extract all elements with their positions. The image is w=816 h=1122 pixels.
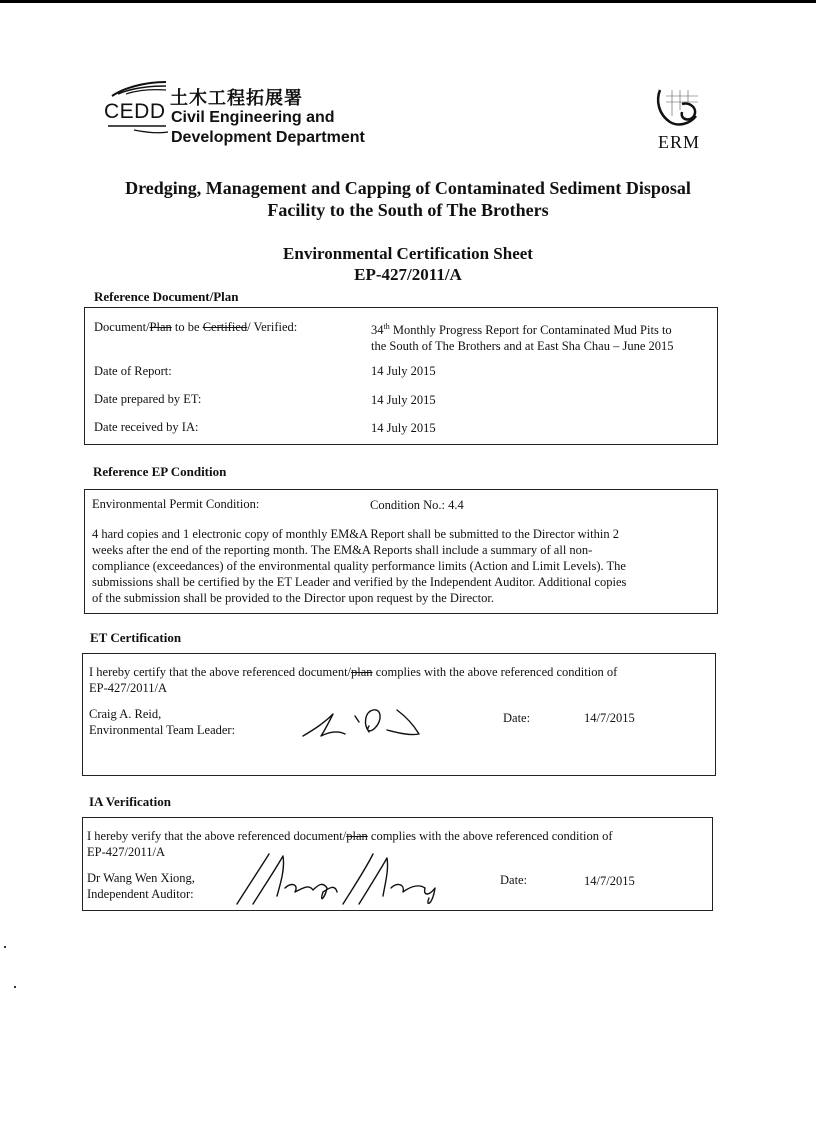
ia-date-label: Date: [500,873,528,887]
ia-statement: I hereby verify that the above referenced document/plan complies with the above referenced condition of EP-427/2011/A [87,829,613,859]
document-title-line1: Dredging, Management and Capping of Contaminated Sediment Disposal [125,178,691,198]
chinese-department-name: 土木工程拓展署 [170,88,303,109]
scan-speck [14,986,16,988]
date-received-label: Date received by IA: [94,420,199,434]
ep-condition-heading: Reference EP Condition [93,464,227,479]
et-certification-box [82,653,716,776]
sheet-title: Environmental Certification Sheet [283,244,533,263]
condition-number: Condition No.: 4.4 [370,498,464,512]
condition-text: 4 hard copies and 1 electronic copy of monthly EM&A Report shall be submitted to the Director within 2 weeks after the end of the reporting month. The EM&A Reports shall include a summary of all non- compliance (exceedances) of the environmental quality performance limits (Action and Limit Levels). The submissions shall be certified by the ET Leader and verified by the Independent Auditor. Additional copies of the submission shall be provided to the Director upon request by the Director. [92,527,627,605]
permit-number: EP-427/2011/A [354,265,462,284]
ia-verification-heading: IA Verification [89,794,171,809]
date-of-report-label: Date of Report: [94,364,172,378]
ep-condition-box [84,489,718,614]
scan-speck [4,946,6,948]
erm-logo-text: ERM [658,132,701,152]
date-prepared-value: 14 July 2015 [371,393,436,407]
document-value: 34th Monthly Progress Report for Contaminated Mud Pits to the South of The Brothers and at East Sha Chau – June 2015 [371,322,674,354]
et-leader-role: Environmental Team Leader: [89,723,236,737]
document-label: Document/Plan to be Certified/ Verified: [94,320,298,334]
et-certification-heading: ET Certification [90,630,182,645]
department-name-line2: Development Department [171,129,365,146]
permit-condition-label: Environmental Permit Condition: [92,497,260,511]
cedd-logo-text: CEDD [104,100,166,123]
erm-logo-icon [652,86,704,132]
ia-auditor-name: Dr Wang Wen Xiong, [87,871,195,885]
document-title-line2: Facility to the South of The Brothers [267,200,549,220]
department-name-line1: Civil Engineering and [171,109,335,126]
date-of-report-value: 14 July 2015 [371,364,436,378]
top-border-line [0,0,816,3]
et-leader-name: Craig A. Reid, [89,707,162,721]
et-leader-signature [299,704,423,744]
ia-auditor-signature [233,848,463,908]
et-statement: I hereby certify that the above referenced document/plan complies with the above referenced condition of EP-427/2011/A [89,665,618,695]
ia-auditor-role: Independent Auditor: [87,887,194,901]
date-received-value: 14 July 2015 [371,421,436,435]
date-prepared-label: Date prepared by ET: [94,392,202,406]
ia-date-value: 14/7/2015 [584,874,635,888]
ia-verification-box [82,817,713,911]
et-date-value: 14/7/2015 [584,711,635,725]
reference-document-heading: Reference Document/Plan [94,289,239,304]
reference-document-box [84,307,718,445]
et-date-label: Date: [503,711,531,725]
